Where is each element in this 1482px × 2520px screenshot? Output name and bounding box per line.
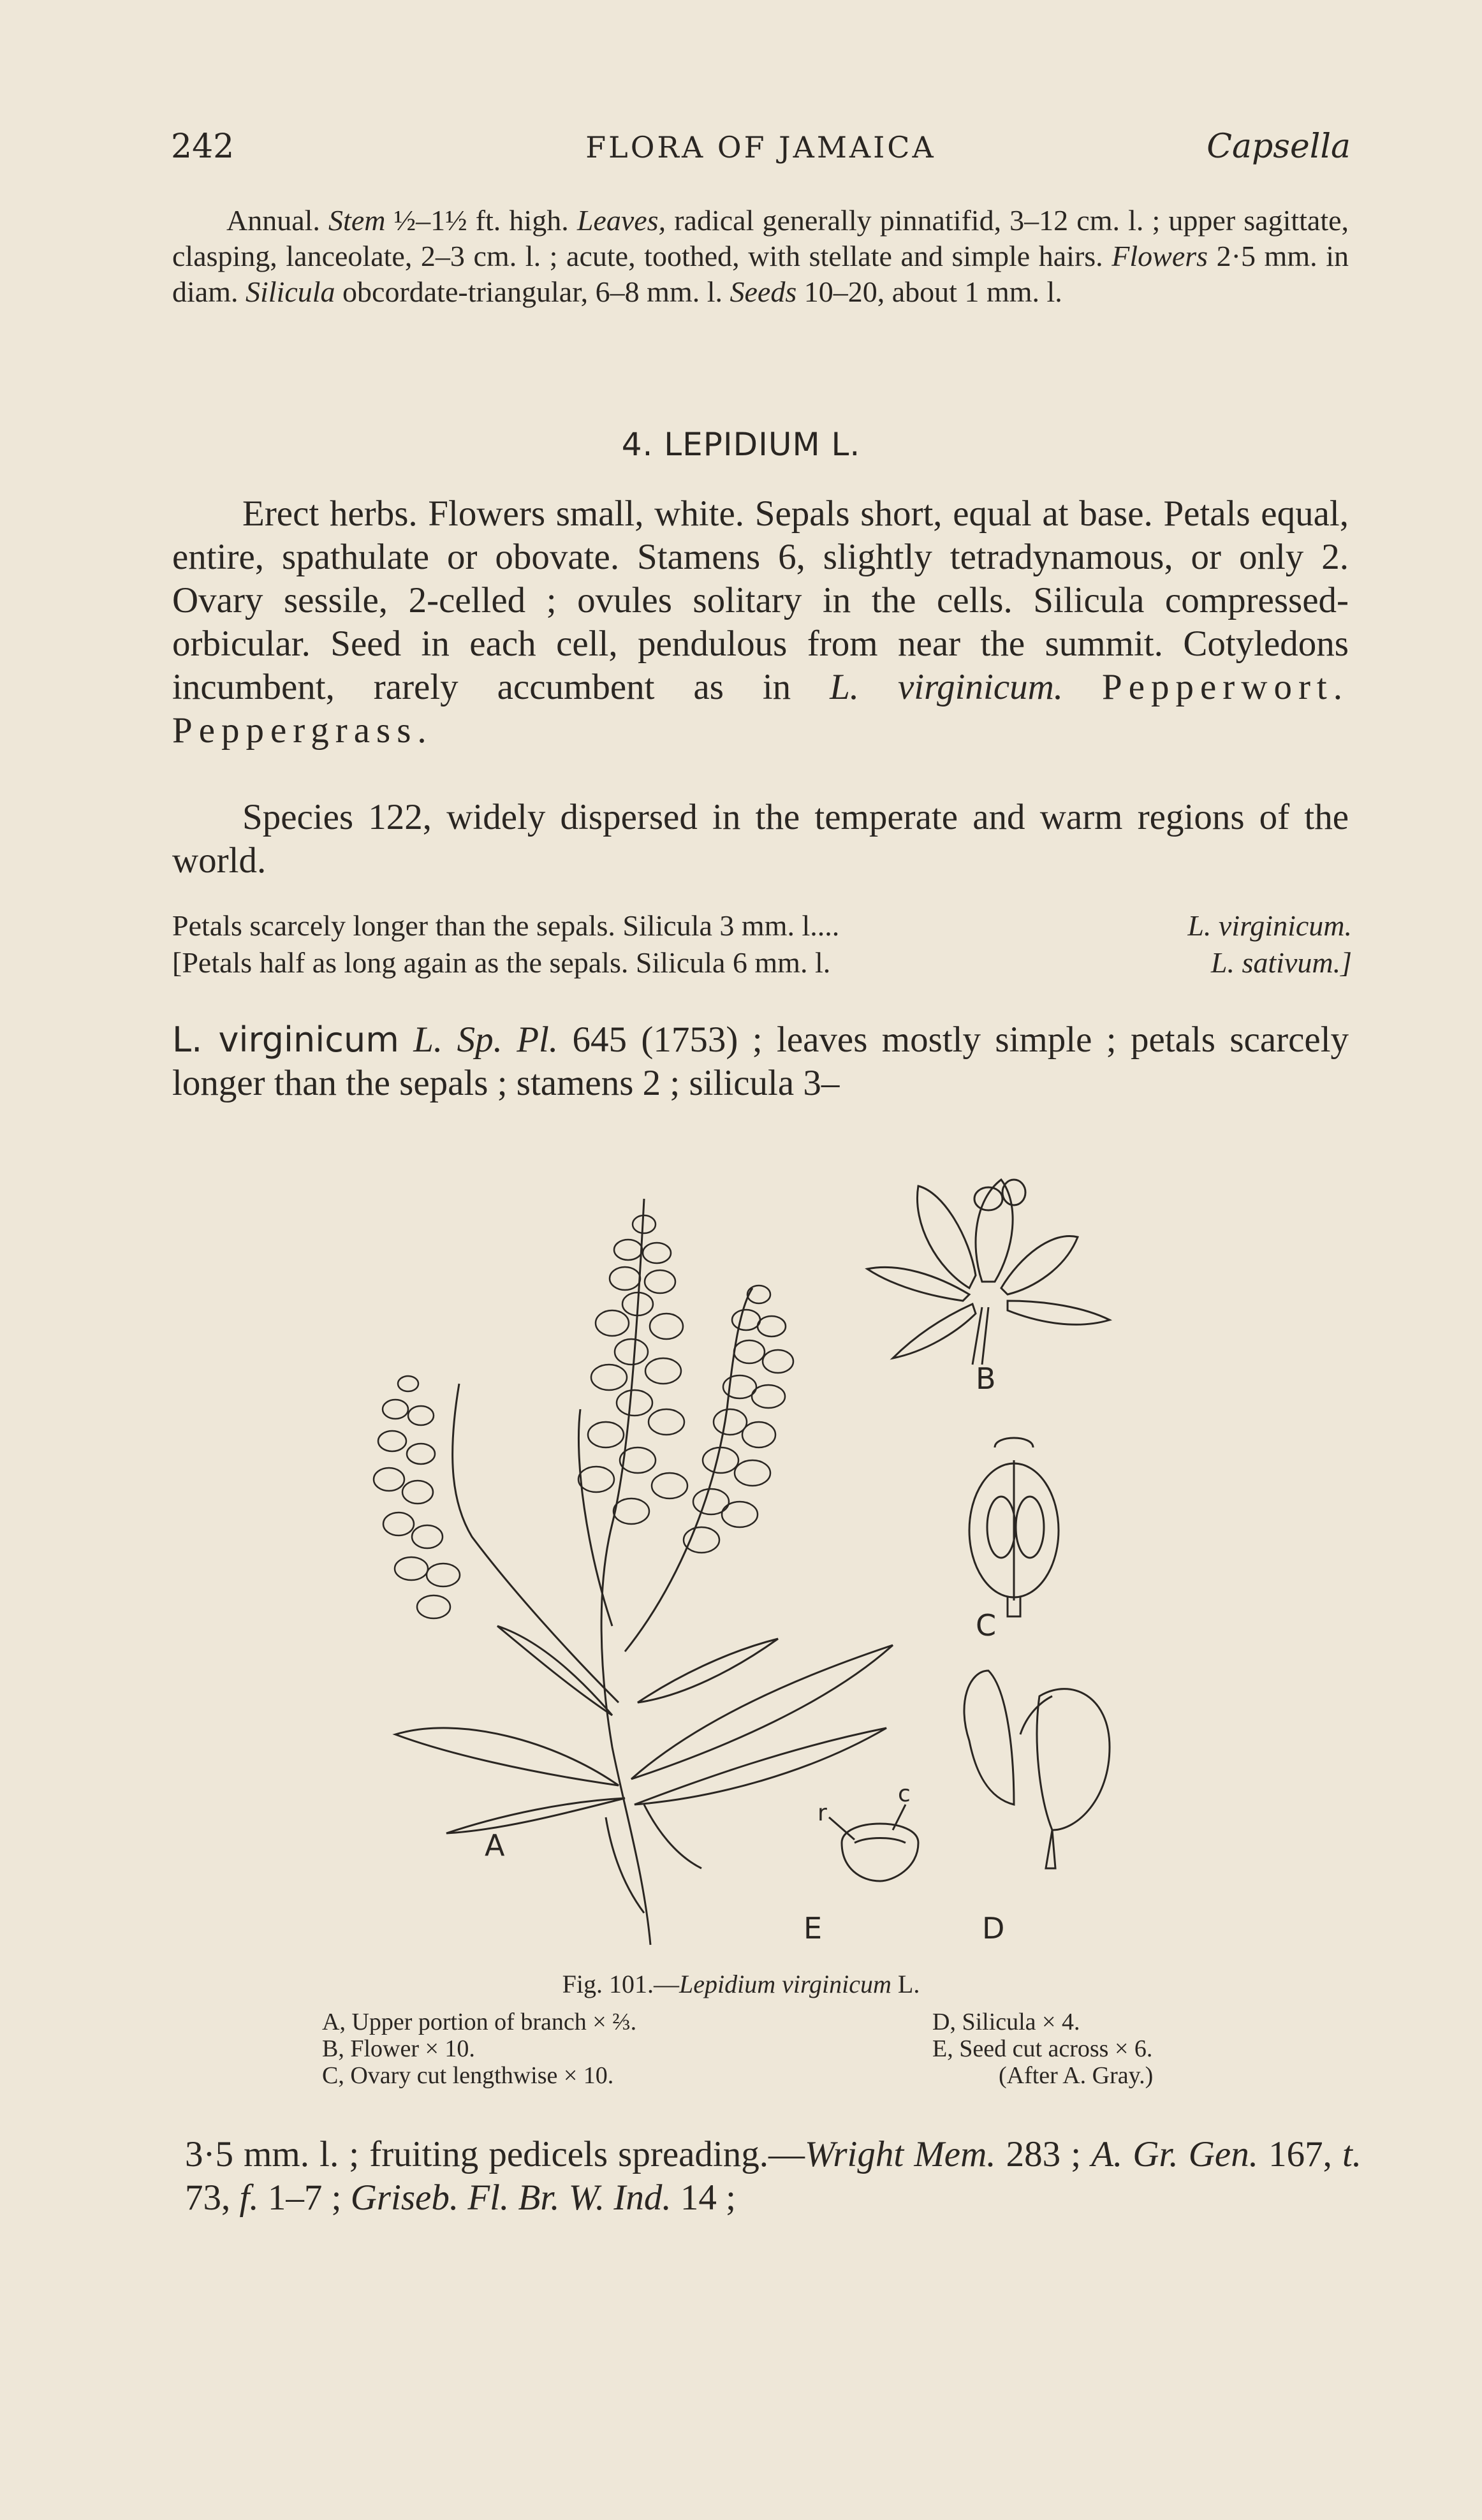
figure-legend-left: A, Upper portion of branch × ⅔. B, Flower × 10. C, Ovary cut lengthwise × 10. — [322, 2009, 637, 2089]
lepidium-illustration — [344, 1141, 1199, 1951]
seed-detail-e — [829, 1805, 918, 1881]
species-key-line: [Petals half as long again as the sepals. Silicula 6 mm. l. L. sativum.] — [172, 946, 1352, 979]
genus-heading: 4. LEPIDIUM L. — [621, 426, 861, 463]
book-title: FLORA OF JAMAICA — [585, 130, 936, 165]
leaf — [635, 1728, 886, 1805]
page-number: 242 — [171, 128, 235, 166]
raceme-left — [374, 1376, 460, 1618]
silicula-detail-d — [964, 1671, 1110, 1868]
figure-label-c: C — [976, 1608, 997, 1643]
leaf — [395, 1728, 619, 1785]
figure-label-d: D — [982, 1911, 1005, 1945]
left-branch — [453, 1384, 619, 1703]
common-name: Peppergrass. — [172, 710, 433, 751]
flower-detail-b — [867, 1180, 1110, 1365]
figure-label-e: E — [803, 1911, 823, 1945]
figure-label-r: r — [818, 1800, 827, 1826]
figure-caption: Fig. 101.—Lepidium virginicum L. — [562, 1970, 920, 1998]
leaf — [497, 1626, 612, 1715]
figure-label-c-small: c — [898, 1781, 911, 1807]
running-genus: Capsella — [1207, 128, 1351, 166]
species-entry: L. virginicum L. Sp. Pl. 645 (1753) ; leaves mostly simple ; petals scarcely longer than the sepals ; stamens 2 ; silicula 3– — [172, 1020, 1349, 1103]
ovary-detail-c — [969, 1438, 1059, 1616]
species-key-line: Petals scarcely longer than the sepals. Silicula 3 mm. l.... L. virginicum. — [172, 909, 1352, 942]
species-entry-continuation: 3·5 mm. l. ; fruiting pedicels spreading.—Wright Mem. 283 ; A. Gr. Gen. 167, t. 73, f. 1–7 ; Griseb. Fl. Br. W. Ind. 14 ; — [185, 2134, 1362, 2218]
genus-distribution: Species 122, widely dispersed in the temperate and warm regions of the world. — [172, 797, 1349, 881]
capsella-description: Annual. Stem ½–1½ ft. high. Leaves, radical generally pinnatifid, 3–12 cm. l. ; upper sagittate, clasping, lanceolate, 2–3 cm. l. ; acute, toothed, with stellate and simple hairs. Flowers 2·5 mm. in diam. Silicula obcordate-triangular, 6–8 mm. l. Seeds 10–20, about 1 mm. l. — [172, 204, 1349, 308]
species-name: L. virginicum — [172, 1020, 399, 1060]
botanical-figure — [344, 1141, 1199, 1951]
leaf — [638, 1639, 778, 1703]
running-head — [171, 128, 1351, 172]
figure-label-b: B — [976, 1361, 996, 1396]
common-name: Pepperwort. — [1102, 667, 1349, 707]
genus-description: Erect herbs. Flowers small, white. Sepals short, equal at base. Petals equal, entire, spathulate or obovate. Stamens 6, slightly tetradynamous, or only 2. Ovary sessile, 2-celled ; ovules solitary in the cells. Silicula compressed-orbicular. Seed in each cell, pendulous from near the summit. Cotyledons incumbent, rarely accumbent as in L. virginicum. Pepperwort. Peppergrass. — [172, 494, 1349, 751]
leaf — [631, 1645, 893, 1779]
figure-legend-right: D, Silicula × 4. E, Seed cut across × 6. (After A. Gray.) — [932, 2009, 1154, 2089]
figure-label-a: A — [485, 1828, 505, 1863]
leaf — [446, 1798, 625, 1833]
